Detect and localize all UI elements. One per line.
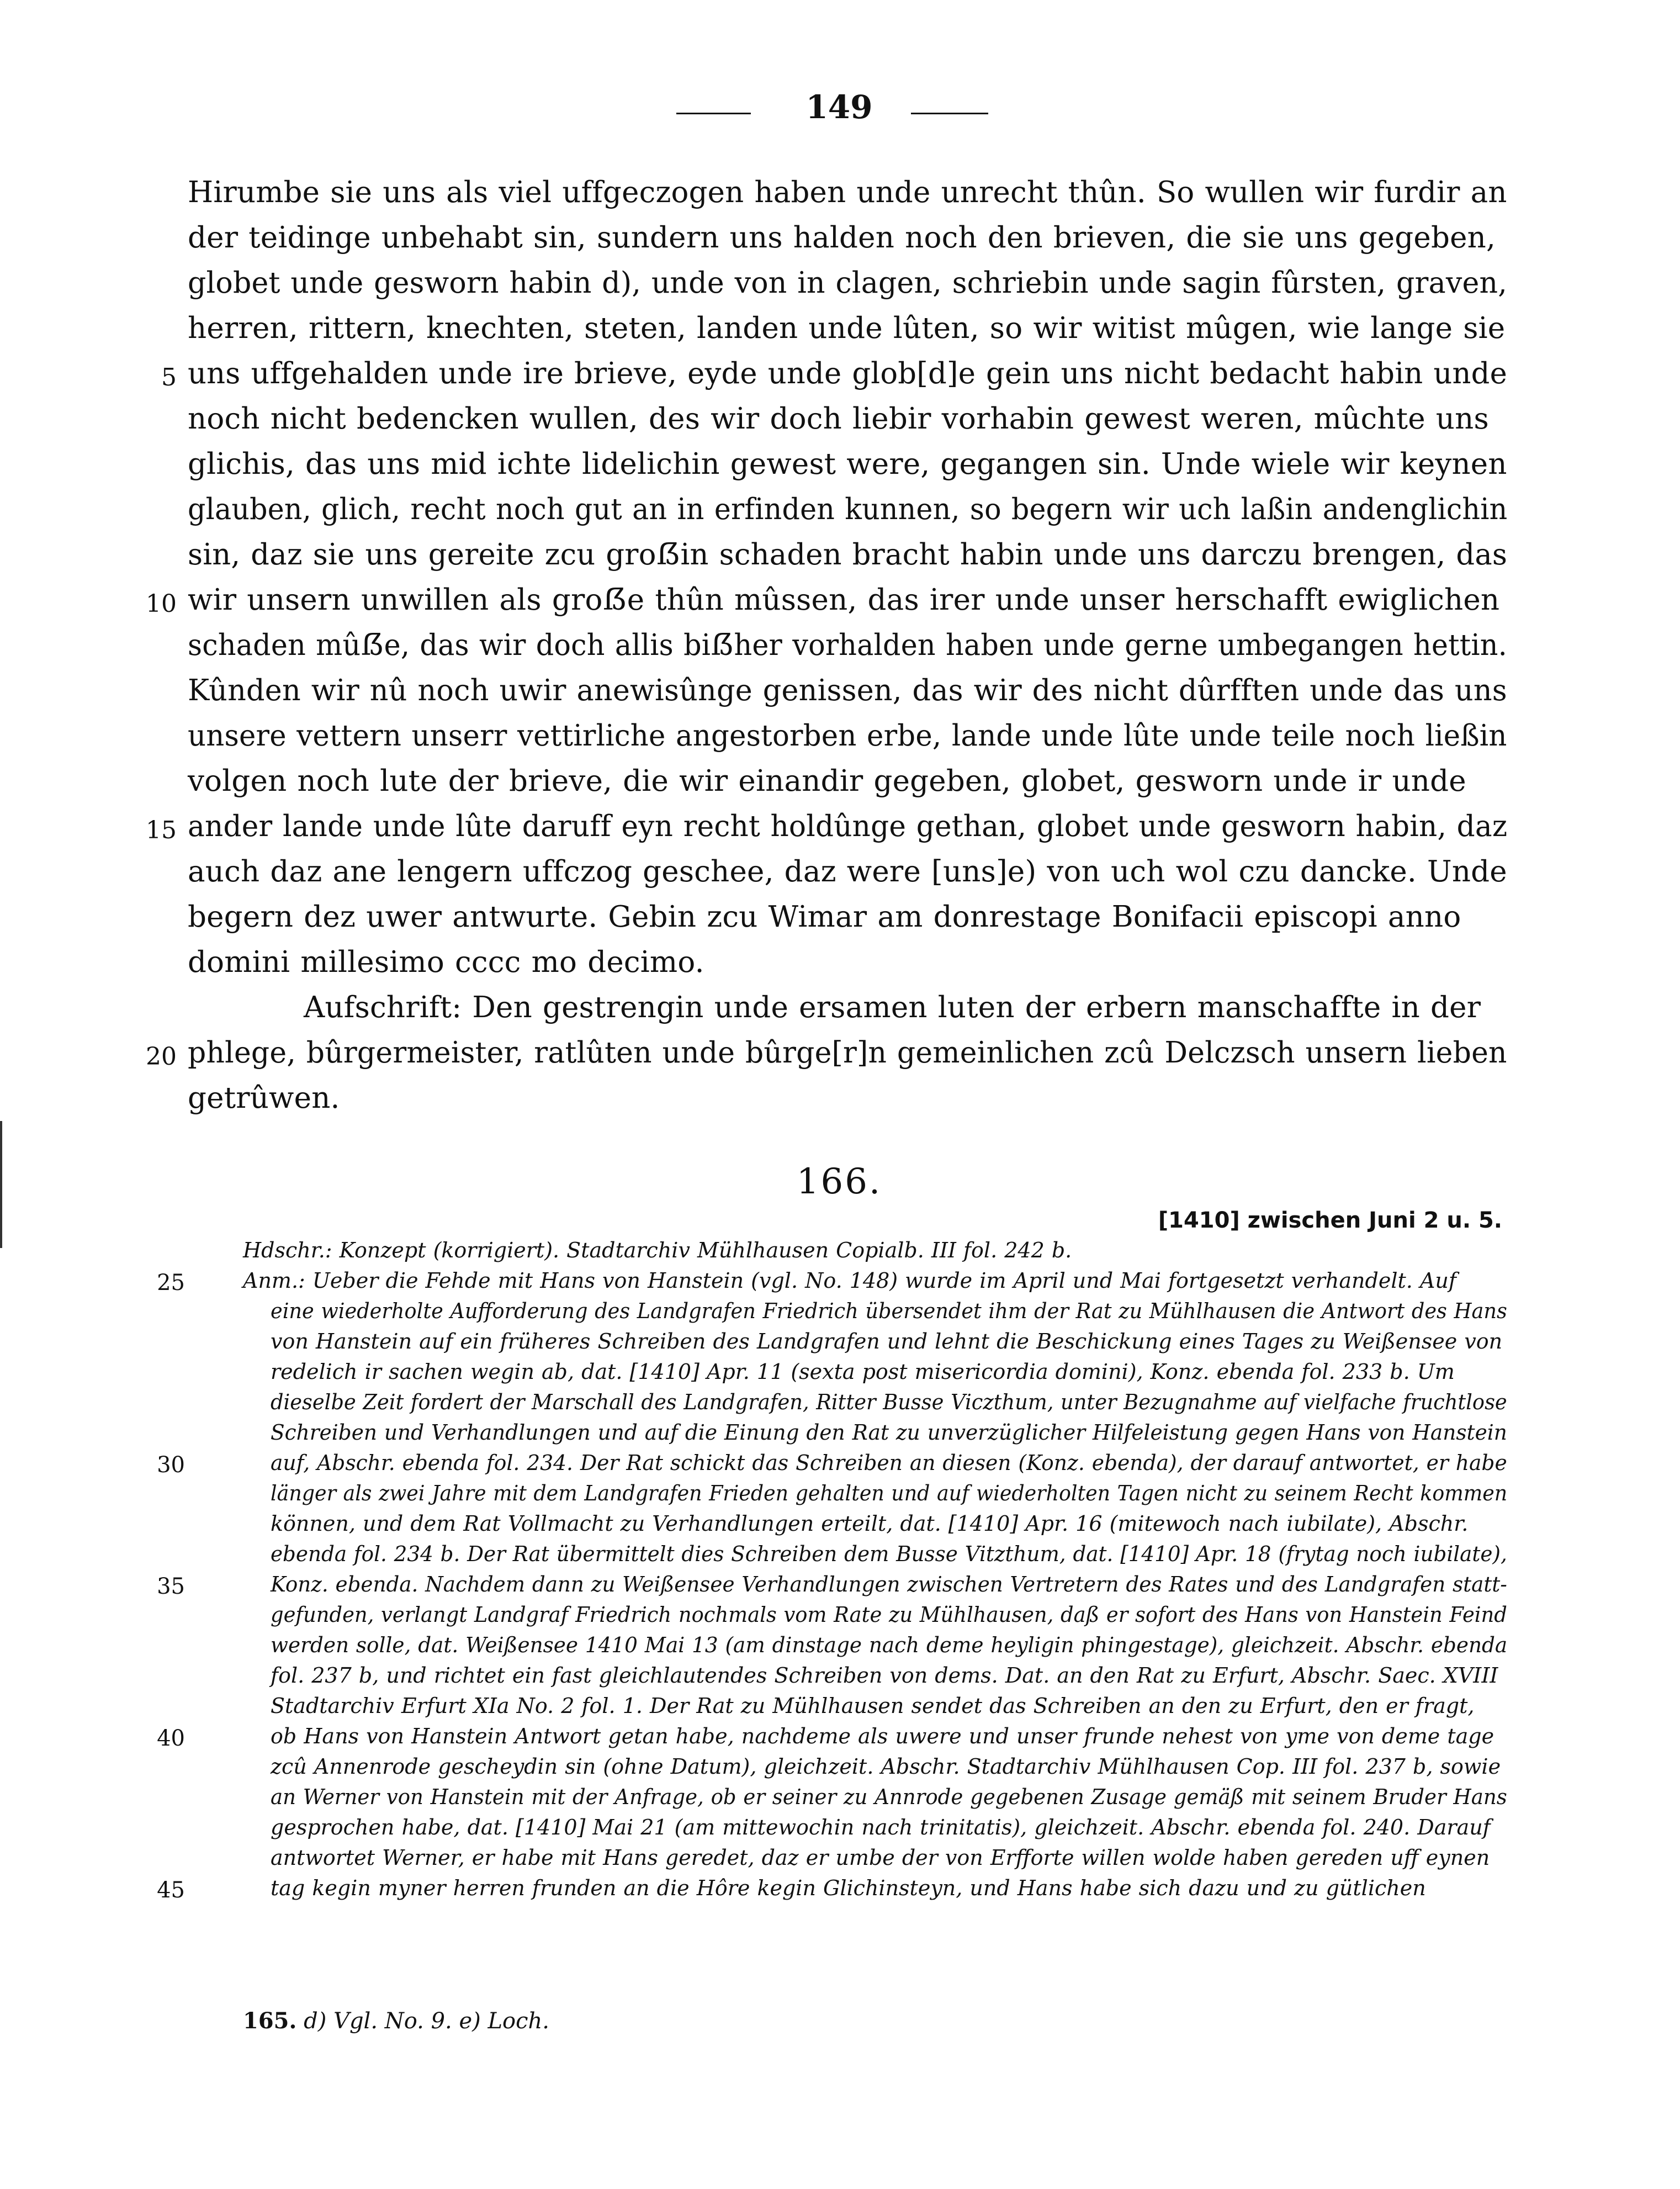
main-text-line: unsere vettern unserr vettirliche angestorben erbe, lande unde lûte unde teile noch ließin bbox=[188, 719, 1507, 753]
main-text-line: Hirumbe sie uns als viel uffgeczogen haben unde unrecht thûn. So wullen wir furdir an bbox=[188, 176, 1507, 209]
line-number: 15 bbox=[146, 816, 177, 844]
main-text-line: auch daz ane lengern uffczog geschee, daz were [uns]e) von uch wol czu dancke. Unde bbox=[188, 855, 1507, 889]
note-line: an Werner von Hanstein mit der Anfrage, ob er seiner zu Annrode gegebenen Zusage gemäß mit seinem Bruder Hans bbox=[271, 1785, 1507, 1809]
note-line: gesprochen habe, dat. [1410] Mai 21 (am mittewochin nach trinitatis), gleichzeit. Abschr. ebenda fol. 240. Darauf bbox=[271, 1815, 1491, 1839]
document-date: [1410] zwischen Juni 2 u. 5. bbox=[1158, 1208, 1502, 1233]
line-number: 5 bbox=[161, 363, 177, 392]
main-text-line: glichis, das uns mid ichte lidelichin gewest were, gegangen sin. Unde wiele wir keynen bbox=[188, 447, 1507, 481]
footnote-ref: 165. bbox=[243, 2008, 297, 2034]
note-line: gefunden, verlangt Landgraf Friedrich nochmals vom Rate zu Mühlhausen, daß er sofort des Hans von Hanstein Feind bbox=[271, 1603, 1507, 1627]
main-text-line: domini millesimo cccc mo decimo. bbox=[188, 945, 704, 979]
note-line: redelich ir sachen wegin ab, dat. [1410] Apr. 11 (sexta post misericordia domini), Konz. ebenda fol. 233 b. Um bbox=[271, 1360, 1455, 1384]
main-text-line: uns uffgehalden unde ire brieve, eyde unde glob[d]e gein uns nicht bedacht habin unde bbox=[188, 357, 1508, 390]
main-text-line: herren, rittern, knechten, steten, landen unde lûten, so wir witist mûgen, wie lange sie bbox=[188, 311, 1506, 345]
line-number: 35 bbox=[157, 1574, 185, 1599]
note-line: ebenda fol. 234 b. Der Rat übermittelt dies Schreiben dem Busse Vitzthum, dat. [1410] Apr. 18 (frytag noch iubilate), bbox=[271, 1542, 1507, 1566]
main-text-line: glauben, glich, recht noch gut an in erfinden kunnen, so begern wir uch laßin andenglichin bbox=[188, 493, 1508, 526]
note-line: ob Hans von Hanstein Antwort getan habe, nachdeme als uwere und unser frunde nehest von yme von deme tage bbox=[271, 1724, 1494, 1748]
note-line: Hdschr.: Konzept (korrigiert). Stadtarchiv Mühlhausen Copialb. III fol. 242 b. bbox=[243, 1238, 1072, 1262]
document-number: 166. bbox=[796, 1161, 882, 1202]
header-rule-left bbox=[676, 113, 751, 114]
note-line: Stadtarchiv Erfurt XIa No. 2 fol. 1. Der Rat zu Mühlhausen sendet das Schreiben an den zu Erfurt, den er fragt, bbox=[271, 1694, 1475, 1718]
main-text-line: ander lande unde lûte daruff eyn recht holdûnge gethan, globet unde gesworn habin, daz bbox=[188, 810, 1508, 843]
main-text-line: wir unsern unwillen als groẞe thûn mûssen, das irer unde unser herschafft ewiglichen bbox=[188, 583, 1500, 617]
note-line: Anm.: Ueber die Fehde mit Hans von Hanstein (vgl. No. 148) wurde im April und Mai fortgesetzt verhandelt. Auf bbox=[243, 1268, 1456, 1293]
main-text-line: phlege, bûrgermeister, ratlûten unde bûrge[r]n gemeinlichen zcû Delczsch unsern lieben bbox=[188, 1036, 1507, 1070]
note-line: fol. 237 b, und richtet ein fast gleichlautendes Schreiben von dems. Dat. an den Rat zu Erfurt, Abschr. Saec. XVIII bbox=[271, 1663, 1498, 1688]
header-rule-right bbox=[911, 113, 988, 114]
line-number: 25 bbox=[157, 1270, 185, 1296]
line-number: 20 bbox=[146, 1043, 177, 1071]
main-text-line: globet unde gesworn habin d), unde von in clagen, schriebin unde sagin fûrsten, graven, bbox=[188, 266, 1507, 300]
main-text-line: Aufschrift: Den gestrengin unde ersamen luten der erbern manschaffte in der bbox=[304, 991, 1481, 1024]
main-text-line: der teidinge unbehabt sin, sundern uns halden noch den brieven, die sie uns gegeben, bbox=[188, 221, 1496, 255]
note-line: eine wiederholte Aufforderung des Landgrafen Friedrich übersendet ihm der Rat zu Mühlhausen die Antwort des Hans bbox=[271, 1299, 1507, 1323]
note-line: Schreiben und Verhandlungen und auf die Einung den Rat zu unverzüglicher Hilfeleistung gegen Hans von Hanstein bbox=[271, 1420, 1507, 1445]
note-line: von Hanstein auf ein früheres Schreiben des Landgrafen und lehnt die Beschickung eines Tages zu Weißensee von bbox=[271, 1329, 1503, 1353]
footnote bbox=[243, 2010, 549, 2032]
main-text-line: schaden mûẞe, das wir doch allis biẞher vorhalden haben unde gerne umbegangen hettin. bbox=[188, 628, 1507, 662]
footnote-text: d) Vgl. No. 9. e) Loch. bbox=[304, 2008, 549, 2034]
main-text-line: getrûwen. bbox=[188, 1081, 340, 1115]
main-text-line: Kûnden wir nû noch uwir anewisûnge genissen, das wir des nicht dûrfften unde das uns bbox=[188, 674, 1507, 707]
main-text-line: volgen noch lute der brieve, die wir einandir gegeben, globet, gesworn unde ir unde bbox=[188, 764, 1466, 798]
note-line: zcû Annenrode gescheydin sin (ohne Datum), gleichzeit. Abschr. Stadtarchiv Mühlhausen Cop. III fol. 237 b, sowie bbox=[271, 1754, 1501, 1779]
margin-scan-mark bbox=[0, 1121, 2, 1248]
note-line: dieselbe Zeit fordert der Marschall des Landgrafen, Ritter Busse Viczthum, unter Bezugnahme auf vielfache fruchtlose bbox=[271, 1390, 1507, 1414]
note-line: werden solle, dat. Weißensee 1410 Mai 13 (am dinstage nach deme heyligin phingestage), gleichzeit. Abschr. ebenda bbox=[271, 1633, 1508, 1657]
note-line: Konz. ebenda. Nachdem dann zu Weißensee Verhandlungen zwischen Vertretern des Rates und des Landgrafen statt- bbox=[271, 1572, 1507, 1596]
note-line: auf, Abschr. ebenda fol. 234. Der Rat schickt das Schreiben an diesen (Konz. ebenda), der darauf antwortet, er habe bbox=[271, 1451, 1507, 1475]
line-number: 40 bbox=[157, 1726, 185, 1751]
note-line: antwortet Werner, er habe mit Hans geredet, daz er umbe der von Erfforte willen wolde haben gereden uff eynen bbox=[271, 1846, 1490, 1870]
main-text-line: sin, daz sie uns gereite zcu groẞin schaden bracht habin unde uns darczu brengen, das bbox=[188, 538, 1508, 572]
note-line: tag kegin myner herren frunden an die Hôre kegin Glichinsteyn, und Hans habe sich dazu und zu gütlichen bbox=[271, 1876, 1426, 1900]
line-number: 10 bbox=[146, 590, 177, 618]
note-line: länger als zwei Jahre mit dem Landgrafen Frieden gehalten und auf wiederholten Tagen nicht zu seinem Recht kommen bbox=[271, 1481, 1508, 1505]
main-text-line: begern dez uwer antwurte. Gebin zcu Wimar am donrestage Bonifacii episcopi anno bbox=[188, 900, 1461, 934]
line-number: 30 bbox=[157, 1452, 185, 1478]
main-text-line: noch nicht bedencken wullen, des wir doch liebir vorhabin gewest weren, mûchte uns bbox=[188, 402, 1489, 436]
page-number: 149 bbox=[805, 88, 873, 126]
note-line: können, und dem Rat Vollmacht zu Verhandlungen erteilt, dat. [1410] Apr. 16 (mitewoch nach iubilate), Abschr. bbox=[271, 1511, 1469, 1536]
line-number: 45 bbox=[157, 1878, 185, 1903]
